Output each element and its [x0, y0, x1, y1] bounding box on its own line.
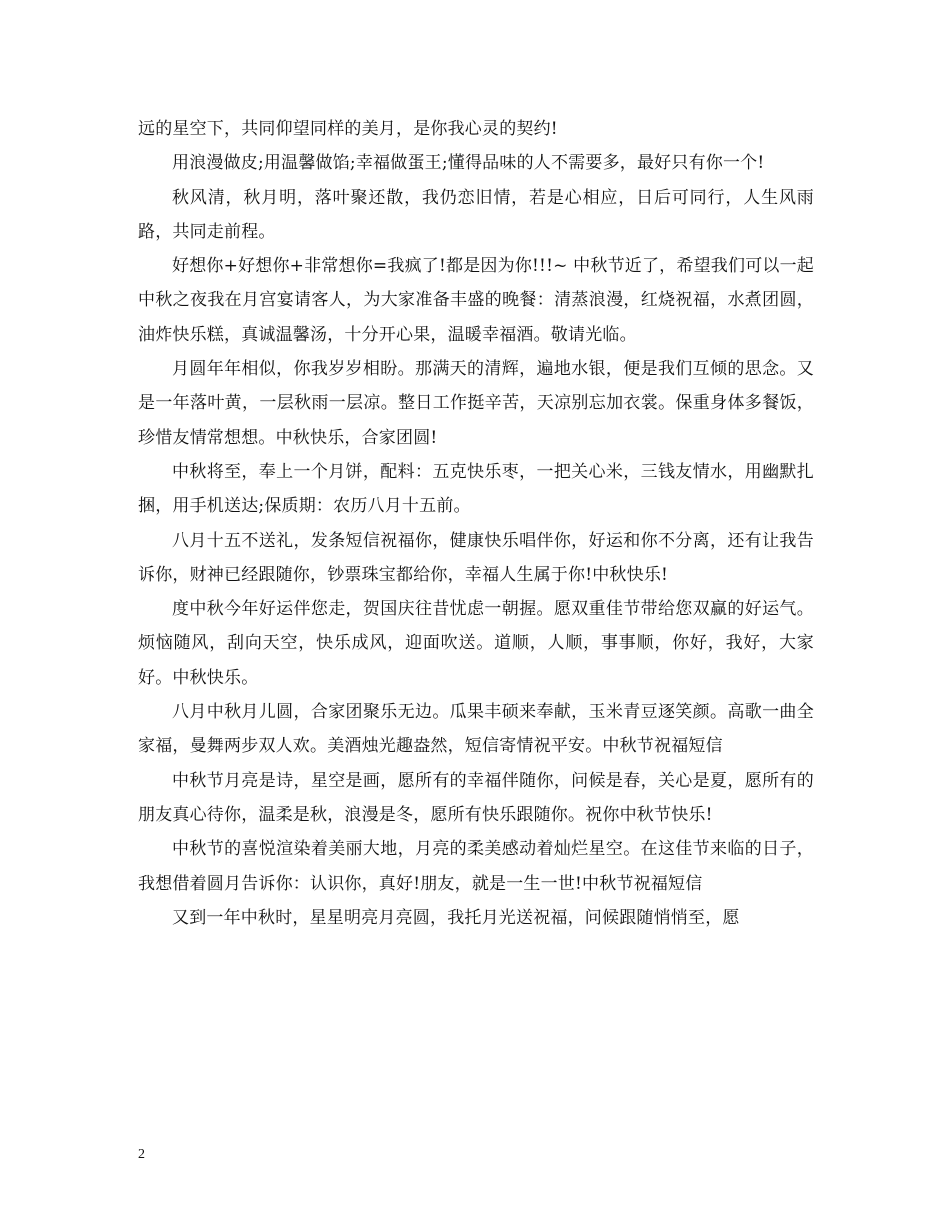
paragraph-10: 中秋节月亮是诗，星空是画，愿所有的幸福伴随你，问候是春，关心是夏，愿所有的朋友真心待你，温柔是秋，浪漫是冬，愿所有快乐跟随你。祝你中秋节快乐!: [138, 770, 814, 825]
document-body: [138, 112, 814, 935]
paragraph-1: 远的星空下，共同仰望同样的美月，是你我心灵的契约!: [138, 119, 558, 139]
paragraph-3: 秋风清，秋月明，落叶聚还散，我仍恋旧情，若是心相应，日后可同行，人生风雨路，共同走前程。: [138, 187, 814, 242]
paragraph-5: 月圆年年相似，你我岁岁相盼。那满天的清辉，遍地水银，便是我们互倾的思念。又是一年落叶黄，一层秋雨一层凉。整日工作挺辛苦，天凉别忘加衣裳。保重身体多餐饭，珍惜友情常想想。中秋快乐，合家团圆!: [138, 359, 814, 448]
paragraph-7: 八月十五不送礼，发条短信祝福你，健康快乐唱伴你，好运和你不分离，还有让我告诉你，财神已经跟随你，钞票珠宝都给你，幸福人生属于你!中秋快乐!: [138, 530, 814, 585]
page-number: 2: [138, 1147, 145, 1162]
paragraph-12: 又到一年中秋时，星星明亮月亮圆，我托月光送祝福，问候跟随悄悄至，愿: [172, 907, 740, 928]
paragraph-6: 中秋将至，奉上一个月饼，配料：五克快乐枣，一把关心米，三钱友情水，用幽默扎捆，用手机送达;保质期：农历八月十五前。: [138, 461, 814, 517]
paragraph-8: 度中秋今年好运伴您走，贺国庆往昔忧虑一朝握。愿双重佳节带给您双赢的好运气。烦恼随风，刮向天空，快乐成风，迎面吹送。道顺，人顺，事事顺，你好，我好，大家好。中秋快乐。: [138, 599, 814, 688]
paragraph-4: 好想你+好想你+非常想你=我疯了!都是因为你!!!~ 中秋节近了，希望我们可以一起中秋之夜我在月宫宴请客人，为大家准备丰盛的晚餐：清蒸浪漫，红烧祝福，水煮团圆，油炸快乐糕，真诚温馨汤，十分开心果，温暖幸福酒。敬请光临。: [138, 256, 814, 345]
paragraph-2: 用浪漫做皮;用温馨做馅;幸福做蛋王;懂得品味的人不需要多，最好只有你一个!: [172, 153, 765, 174]
paragraph-11: 中秋节的喜悦渲染着美丽大地，月亮的柔美感动着灿烂星空。在这佳节来临的日子，我想借着圆月告诉你：认识你，真好!朋友，就是一生一世!中秋节祝福短信: [138, 839, 814, 894]
paragraph-9: 八月中秋月儿圆，合家团聚乐无边。瓜果丰硕来奉献，玉米青豆逐笑颜。高歌一曲全家福，曼舞两步双人欢。美酒烛光趣盎然，短信寄情祝平安。中秋节祝福短信: [138, 702, 814, 757]
